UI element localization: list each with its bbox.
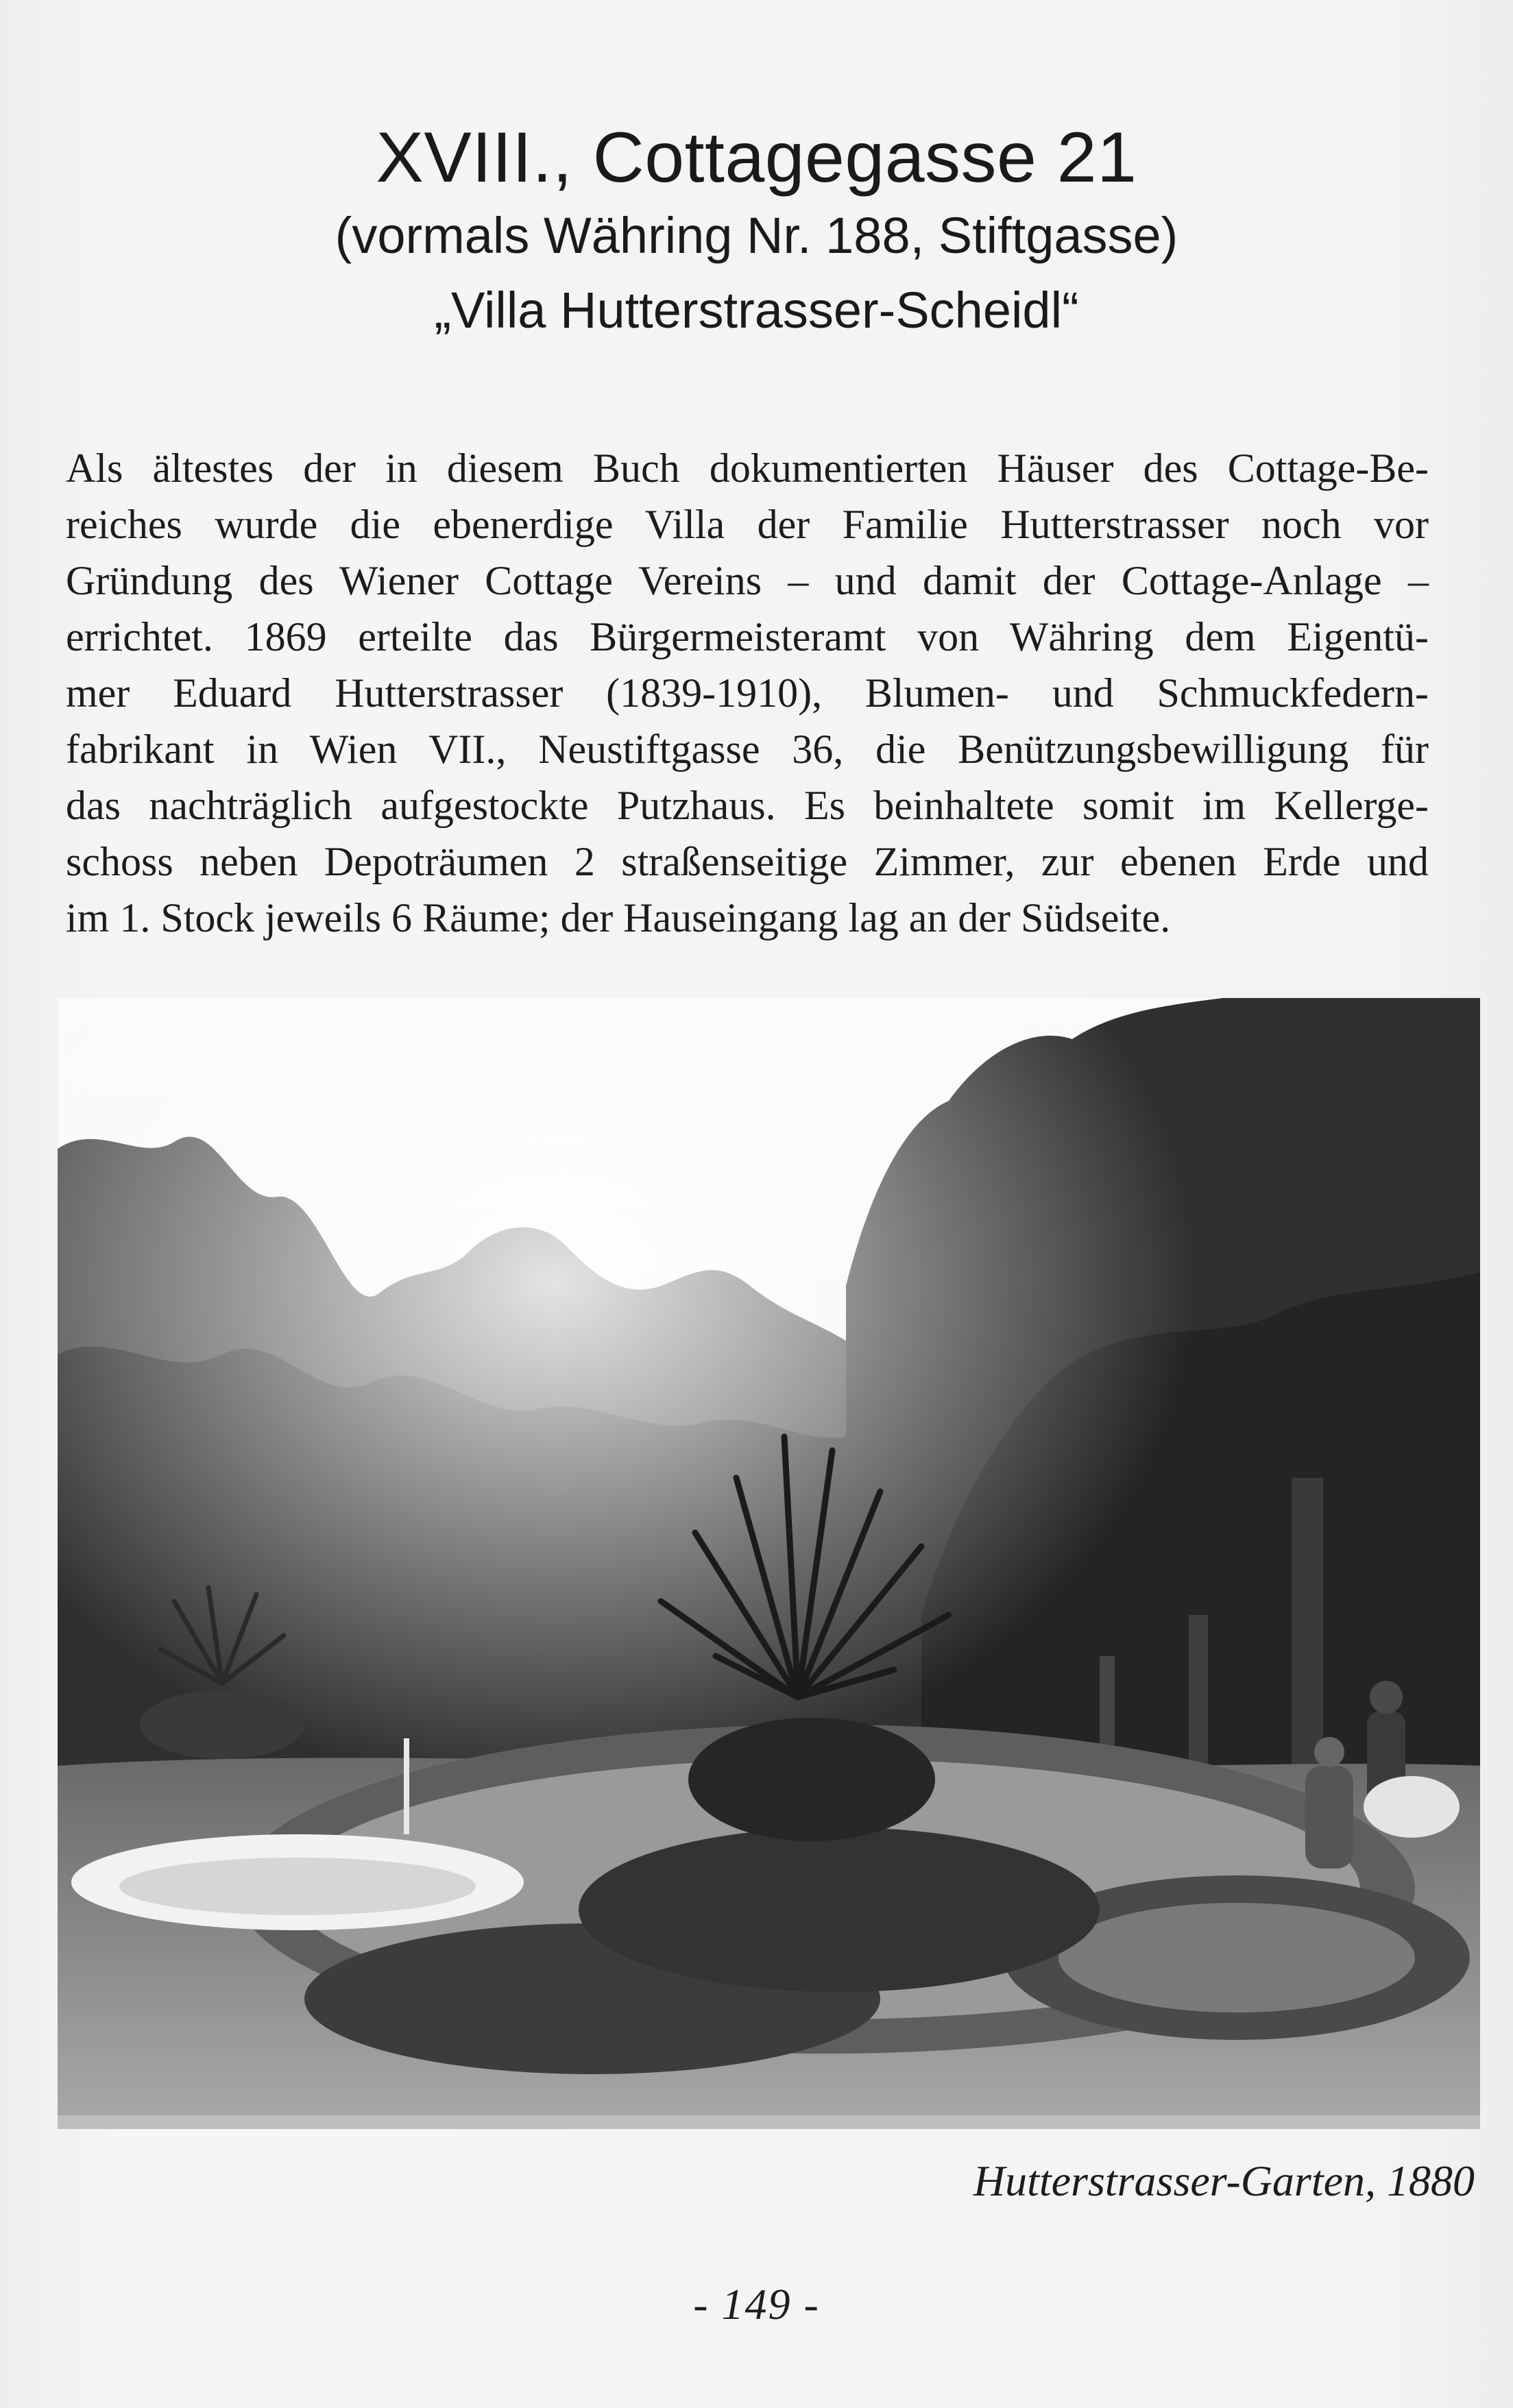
text-line: reiches wurde die ebenerdige Villa der Familie Hutterstrasser noch vor (66, 502, 1429, 547)
page-title: XVIII., Cottagegasse 21 (376, 118, 1137, 197)
text-line: im 1. Stock jeweils 6 Räume; der Hauseingang lag an der Südseite. (66, 895, 1171, 940)
text-line: errichtet. 1869 erteilte das Bürgermeisteramt von Währing dem Eigentü- (66, 614, 1429, 659)
text-line: mer Eduard Hutterstrasser (1839-1910), Blumen- und Schmuckfedern- (66, 670, 1429, 716)
garden-photograph (58, 998, 1480, 2129)
text-line: fabrikant in Wien VII., Neustiftgasse 36, die Benützungsbewilligung für (66, 727, 1429, 772)
page-heading (0, 113, 1513, 346)
photo-caption: Hutterstrasser-Garten, 1880 (973, 2156, 1475, 2205)
villa-name: „Villa Hutterstrasser-Scheidl“ (434, 282, 1079, 339)
garden-photo-drawing (58, 998, 1480, 2129)
text-line: Als ältestes der in diesem Buch dokumentierten Häuser des Cottage-Be- (66, 446, 1429, 491)
text-line: schoss neben Depoträumen 2 straßenseitige Zimmer, zur ebenen Erde und (66, 839, 1429, 884)
body-paragraph (66, 440, 1429, 946)
page-number: - 149 - (693, 2280, 820, 2328)
former-address: (vormals Währing Nr. 188, Stiftgasse) (335, 207, 1178, 264)
text-line: Gründung des Wiener Cottage Vereins – und damit der Cottage-Anlage – (66, 558, 1429, 603)
text-line: das nachträglich aufgestockte Putzhaus. Es beinhaltete somit im Kellerge- (66, 783, 1429, 828)
